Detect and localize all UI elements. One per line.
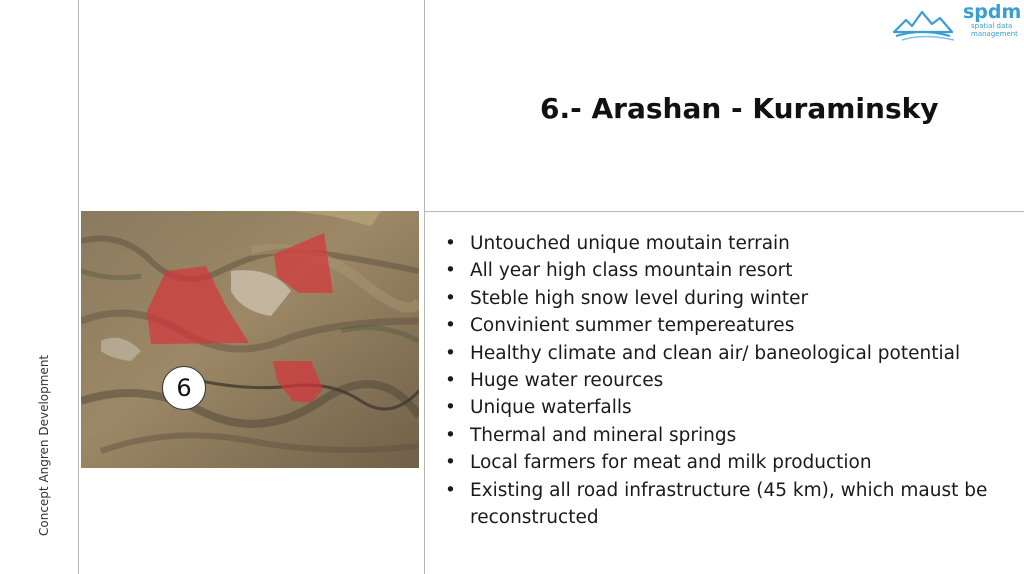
list-item: • Untouched unique moutain terrain — [445, 230, 1015, 257]
list-item: • All year high class mountain resort — [445, 257, 1015, 284]
satellite-map-image — [81, 211, 419, 468]
list-item: • Convinient summer tempereatures — [445, 312, 1015, 339]
map-marker-label: 6 — [162, 366, 206, 410]
list-item: • Healthy climate and clean air/ baneological potential — [445, 340, 1015, 367]
feature-list — [445, 230, 1015, 531]
content-divider-line — [424, 211, 1024, 212]
logo-text — [963, 2, 1021, 38]
list-item: • Thermal and mineral springs — [445, 422, 1015, 449]
left-divider-line — [78, 0, 79, 574]
list-item: • Unique waterfalls — [445, 394, 1015, 421]
list-item: • Existing all road infrastructure (45 km), which maust be reconstructed — [445, 477, 1015, 532]
list-item: • Local farmers for meat and milk production — [445, 449, 1015, 476]
logo-name: spdm — [963, 1, 1022, 23]
list-item: • Steble high snow level during winter — [445, 285, 1015, 312]
logo-subtitle-1: spatial data — [971, 22, 1013, 30]
side-label: Concept Angren Development — [37, 354, 51, 536]
center-divider-line — [424, 0, 425, 574]
page-title: 6.- Arashan - Kuraminsky — [540, 92, 939, 125]
list-item: • Huge water reources — [445, 367, 1015, 394]
logo-subtitle-2: management — [971, 30, 1018, 38]
